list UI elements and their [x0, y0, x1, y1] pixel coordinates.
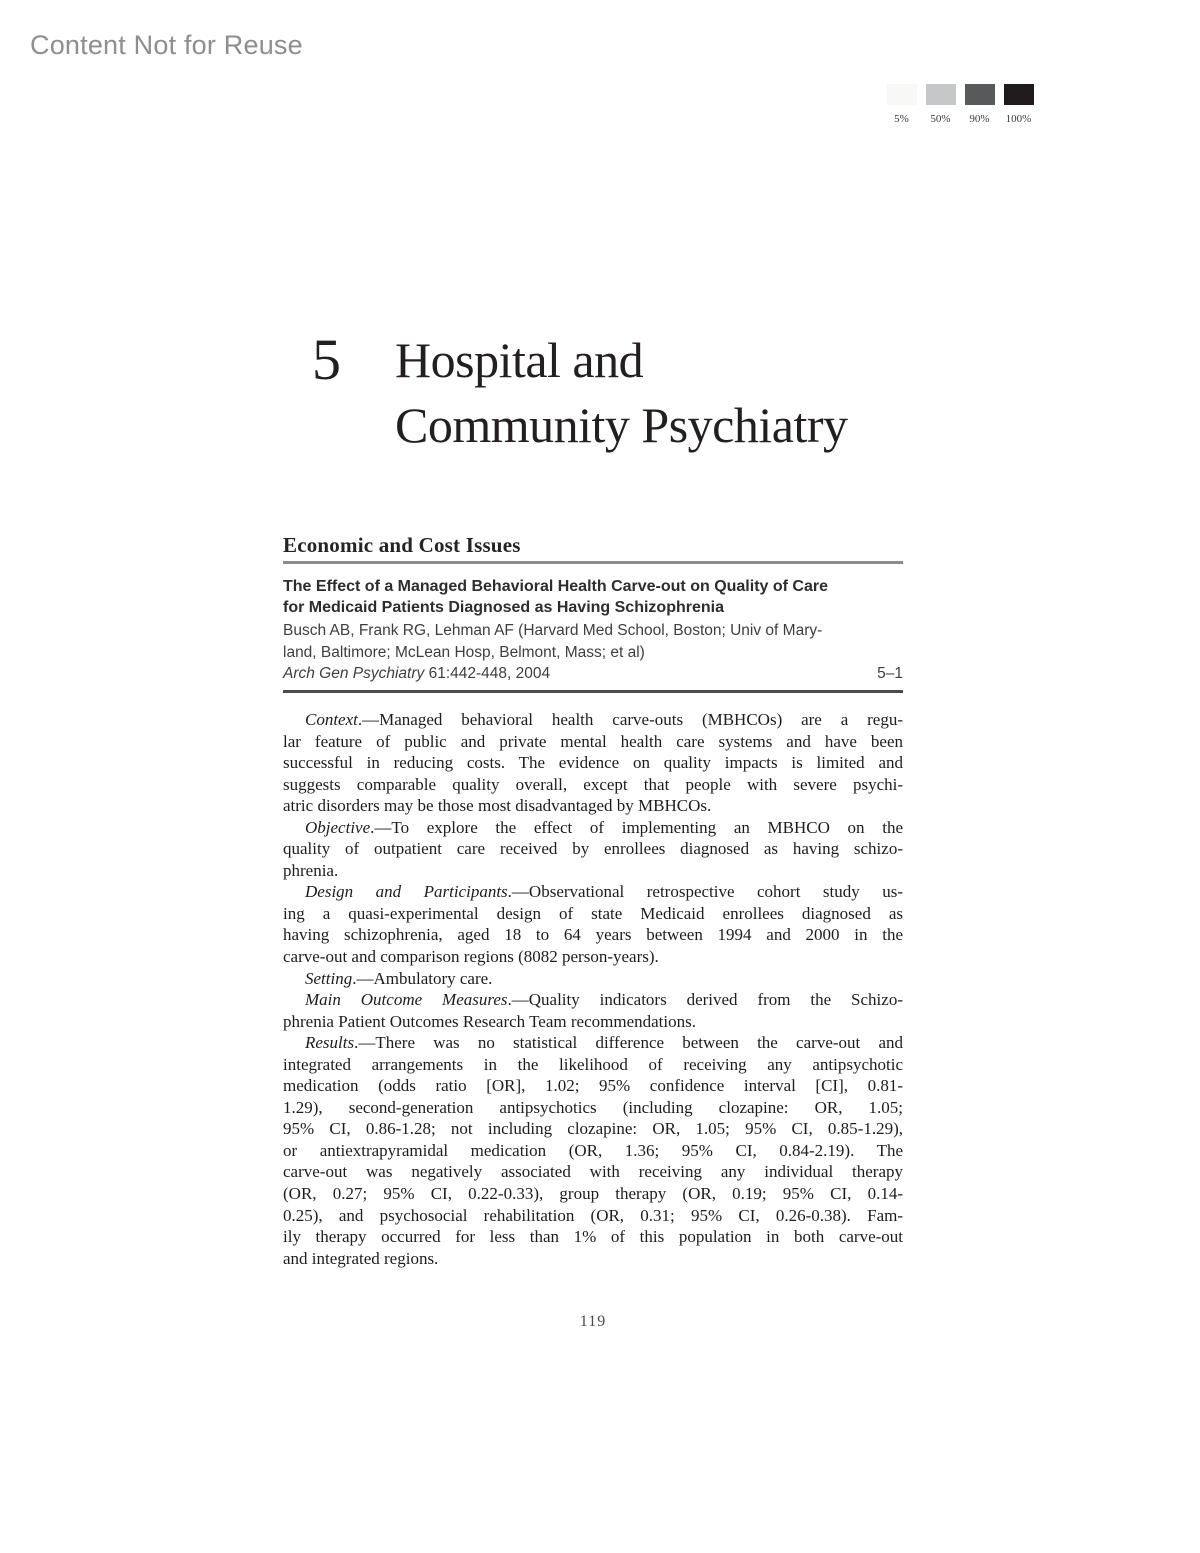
grayscale-calibration-bar — [882, 84, 1038, 125]
chapter-title-line: Hospital and — [395, 332, 644, 388]
abstract-line: Results.—There was no statistical difference between the carve-out and — [305, 1033, 903, 1053]
abstract-line: and integrated regions. — [283, 1248, 439, 1268]
section-divider — [283, 561, 903, 564]
citation-source — [283, 663, 550, 685]
abstract-line: medication (odds ratio [OR], 1.02; 95% confidence interval [CI], 0.81- — [283, 1076, 903, 1096]
abstract-line: having schizophrenia, aged 18 to 64 years between 1994 and 2000 in the — [283, 925, 903, 945]
abstract-line: carve-out was negatively associated with receiving any individual therapy — [283, 1162, 903, 1182]
gray-swatch — [1004, 84, 1034, 105]
chapter-title — [395, 328, 848, 458]
abstract-lead-in: Objective — [305, 817, 371, 837]
abstract-line: Design and Participants.—Observational retrospective cohort study us- — [305, 882, 903, 902]
abstract-line: 95% CI, 0.86-1.28; not including clozapine: OR, 1.05; 95% CI, 0.85-1.29), — [283, 1119, 903, 1139]
abstract-line: successful in reducing costs. The evidence on quality impacts is limited and — [283, 753, 903, 773]
abstract-line: Main Outcome Measures.—Quality indicators derived from the Schizo- — [305, 990, 903, 1010]
author-line: Busch AB, Frank RG, Lehman AF (Harvard Med School, Boston; Univ of Mary- — [283, 622, 823, 639]
abstract-line: phrenia. — [283, 860, 339, 880]
abstract-divider — [283, 690, 903, 693]
abstract-lead-in: Main Outcome Measures — [305, 990, 508, 1010]
abstract-line: Objective.—To explore the effect of implementing an MBHCO on the — [305, 817, 903, 837]
chapter-number: 5 — [312, 327, 341, 392]
abstract-line: (OR, 0.27; 95% CI, 0.22-0.33), group therapy (OR, 0.19; 95% CI, 0.14- — [283, 1184, 903, 1204]
abstract-line: 0.25), and psychosocial rehabilitation (OR, 0.31; 95% CI, 0.26-0.38). Fam- — [283, 1205, 903, 1225]
article-citation — [283, 663, 903, 685]
calibration-cell — [882, 84, 921, 125]
abstract-lead-in: Results — [305, 1033, 355, 1053]
article-title-line: The Effect of a Managed Behavioral Health Carve-out on Quality of Care — [283, 578, 828, 595]
gray-swatch — [965, 84, 995, 105]
abstract-line: Setting.—Ambulatory care. — [305, 968, 493, 988]
article-title-line: for Medicaid Patients Diagnosed as Having Schizophrenia — [283, 598, 724, 616]
author-line: land, Baltimore; McLean Hosp, Belmont, Mass; et al) — [283, 643, 645, 661]
abstract-line: Context.—Managed behavioral health carve-outs (MBHCOs) are a regu- — [305, 710, 903, 729]
chapter-title-line: Community Psychiatry — [395, 397, 848, 453]
abstract-line: ing a quasi-experimental design of state Medicaid enrollees diagnosed as — [283, 903, 903, 923]
watermark-text: Content Not for Reuse — [30, 30, 303, 60]
abstract-line: or antiextrapyramidal medication (OR, 1.36; 95% CI, 0.84-2.19). The — [283, 1140, 903, 1160]
citation-detail: 61:442-448, 2004 — [424, 665, 551, 682]
abstract-lead-in: Context — [305, 710, 358, 729]
page-number: 119 — [579, 1313, 607, 1330]
chapter-heading — [312, 328, 848, 458]
abstract-body — [283, 709, 903, 1269]
abstract-line: atric disorders may be those most disadvantaged by MBHCOs. — [283, 796, 712, 816]
abstract-lead-in: Design and Participants — [305, 882, 508, 902]
gray-swatch — [926, 84, 956, 105]
abstract-line: integrated arrangements in the likelihood of receiving any antipsychotic — [283, 1054, 903, 1074]
swatch-label: 5% — [894, 113, 909, 125]
abstract-line: phrenia Patient Outcomes Research Team recommendations. — [283, 1011, 696, 1031]
section-heading: Economic and Cost Issues — [283, 533, 521, 557]
abstract-lead-in: Setting — [305, 968, 353, 988]
abstract-line: 1.29), second-generation antipsychotics (including clozapine: OR, 1.05; — [283, 1097, 903, 1117]
article-locator: 5–1 — [877, 665, 903, 682]
swatch-label: 50% — [930, 113, 951, 125]
calibration-cell — [921, 84, 960, 125]
journal-name: Arch Gen Psychiatry — [283, 665, 425, 682]
abstract-line: carve-out and comparison regions (8082 person-years). — [283, 947, 659, 967]
article-authors — [283, 620, 903, 663]
abstract-line: quality of outpatient care received by enrollees diagnosed as having schizo- — [283, 839, 903, 859]
calibration-cell — [960, 84, 999, 125]
abstract-line: suggests comparable quality overall, except that people with severe psychi- — [283, 774, 903, 794]
swatch-label: 100% — [1005, 113, 1032, 125]
swatch-label: 90% — [969, 113, 990, 125]
article-title — [283, 577, 903, 618]
calibration-cell — [999, 84, 1038, 125]
gray-swatch — [887, 84, 917, 105]
abstract-line: lar feature of public and private mental health care systems and have been — [283, 731, 903, 751]
abstract-line: ily therapy occurred for less than 1% of this population in both carve-out — [283, 1227, 903, 1247]
